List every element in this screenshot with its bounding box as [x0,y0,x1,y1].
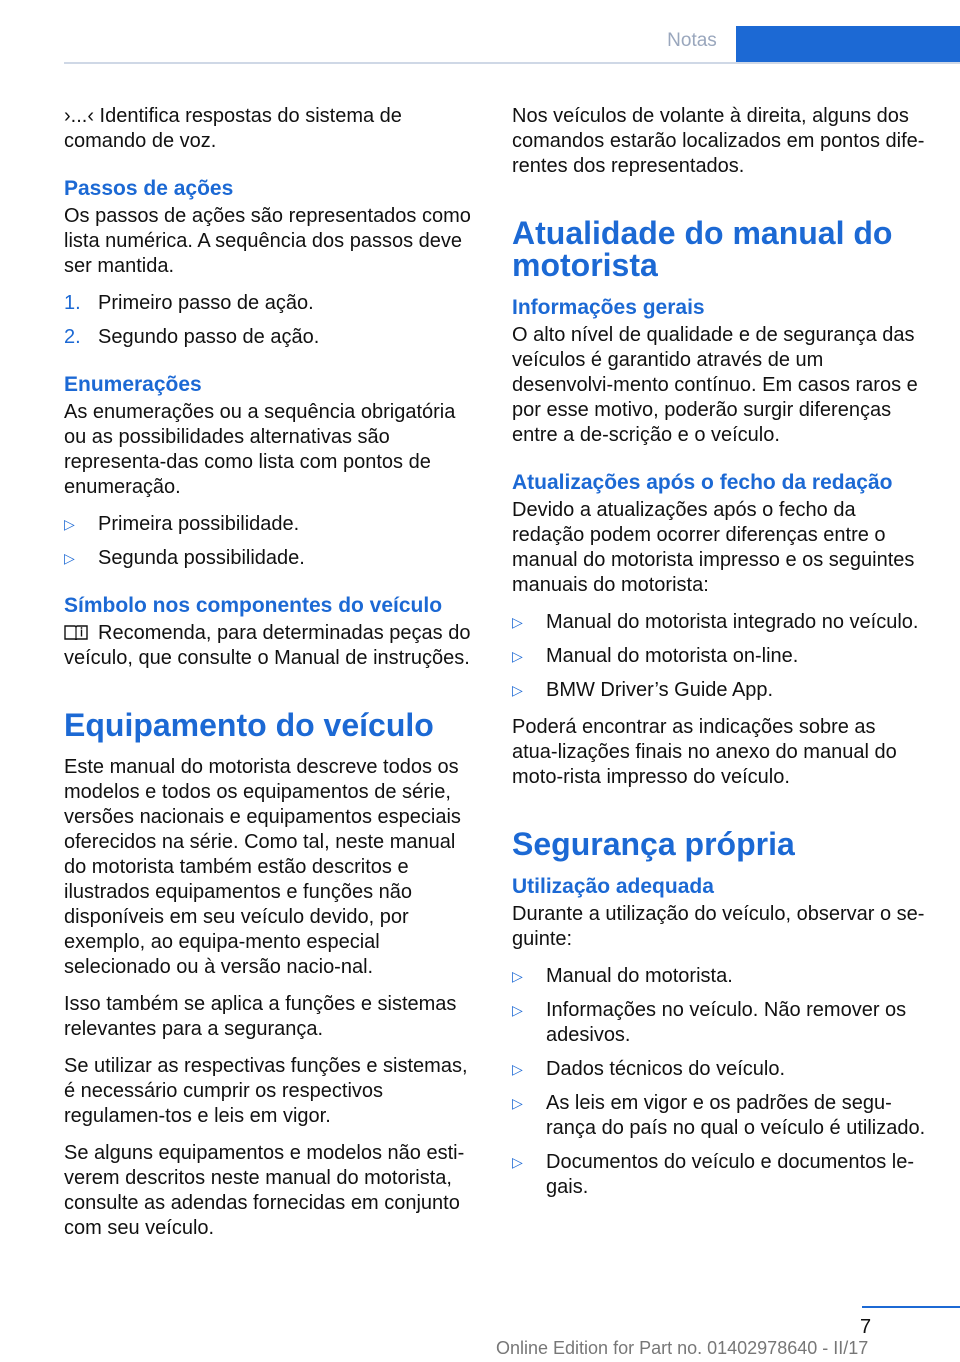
header-rule [64,62,960,64]
list-item [512,644,926,669]
triangle-bullet-icon: ▷ [512,1002,523,1018]
page-number: 7 [860,1316,872,1338]
list-item [64,325,482,350]
list-item [512,678,926,703]
list-item [64,512,482,537]
enumeracoes-list [64,512,482,571]
triangle-bullet-icon: ▷ [512,648,523,664]
list-item [512,1057,926,1082]
triangle-bullet-icon: ▷ [512,1154,523,1170]
header-accent-bar [736,26,960,62]
right-column [512,104,926,1212]
list-item-text: Primeiro passo de ação. [98,292,314,314]
list-item-text: Segundo passo de ação. [98,326,320,348]
list-item-text: Dados técnicos do veículo. [546,1058,786,1080]
simbolo-text [64,621,482,671]
list-number: 2. [64,326,81,348]
list-item-text: Informações no veículo. Não remover os adesivos. [546,999,907,1046]
triangle-bullet-icon: ▷ [512,968,523,984]
right-hand-drive-note: Nos veículos de volante à direita, alguns dos comandos estarão localizados em pontos dife‐rentes dos representados. [512,105,925,177]
triangle-bullet-icon: ▷ [64,516,75,532]
utilizacao-text: Durante a utilização do veículo, observar o se‐guinte: [512,903,925,950]
equipamento-paragraph: Isso também se aplica a funções e sistemas relevantes para a segurança. [64,993,457,1040]
list-item-text: Primeira possibilidade. [98,513,300,535]
list-item-text: Manual do motorista integrado no veículo. [546,611,919,633]
equipamento-paragraph: Se utilizar as respectivas funções e sistemas, é necessário cumprir os respectivos regulamen‐tos e leis em vigor. [64,1055,468,1127]
list-item [512,1150,926,1200]
edition-watermark: Online Edition for Part no. 01402978640 - II/17 [496,1338,869,1358]
seguranca-list [512,964,926,1200]
passos-list [64,291,482,350]
list-item-text: As leis em vigor e os padrões de segu‐rança do país no qual o veículo é utilizado. [546,1092,926,1139]
chapter-title-equipamento: Equipamento do veículo [64,707,434,743]
list-item-text: Manual do motorista on-line. [546,645,799,667]
section-title-simbolo: Símbolo nos componentes do veículo [64,594,443,617]
section-title-utilizacao: Utilização adequada [512,875,714,898]
simbolo-text-body: Recomenda, para determinadas peças do veículo, que consulte o Manual de instruções. [64,622,471,669]
triangle-bullet-icon: ▷ [512,1095,523,1111]
equipamento-paragraph: Este manual do motorista descreve todos os modelos e todos os equipamentos de série, versões nacionais e equipamentos especiais oferecidos na série. Como tal, neste manual do motorista também estão descritos e ilustrados equipamentos e funções não disponíveis em seu veículo devido, por exemplo, ao equipa‐mento especial selecionado ou à versão nacio‐nal. [64,756,461,978]
section-title-informacoes: Informações gerais [512,296,705,319]
chapter-title-atualidade: Atualidade do manual do motorista [512,215,893,283]
manual-book-icon [64,624,88,640]
triangle-bullet-icon: ▷ [512,682,523,698]
passos-text: Os passos de ações são representados como lista numérica. A sequência dos passos deve ser mantida. [64,205,471,277]
footer-rule [862,1306,960,1308]
section-title-atualizacoes: Atualizações após o fecho da redação [512,471,893,494]
atualizacoes-list [512,610,926,703]
enumeracoes-text: As enumerações ou a sequência obrigatória ou as possibilidades alternativas são representa‐das como lista com pontos de enumeração. [64,401,456,498]
list-item [64,291,482,316]
list-item [512,610,926,635]
list-item-text: Documentos do veículo e documentos le‐gais. [546,1151,914,1198]
list-item [512,964,926,989]
section-title-passos: Passos de ações [64,177,234,200]
list-number: 1. [64,292,81,314]
triangle-bullet-icon: ▷ [64,550,75,566]
triangle-bullet-icon: ▷ [512,1061,523,1077]
atualizacoes-after-text: Poderá encontrar as indicações sobre as atua‐lizações finais no anexo do manual do moto‐rista impresso do veículo. [512,716,897,788]
list-item-text: Segunda possibilidade. [98,547,305,569]
list-item [512,998,926,1048]
list-item-text: Manual do motorista. [546,965,733,987]
left-column [64,104,482,1253]
list-item [64,546,482,571]
list-item [512,1091,926,1141]
header-section-label: Notas [667,30,717,51]
voice-response-note: ›...‹ Identifica respostas do sistema de comando de voz. [64,105,402,152]
triangle-bullet-icon: ▷ [512,614,523,630]
chapter-title-seguranca: Segurança própria [512,826,795,862]
atualizacoes-text: Devido a atualizações após o fecho da redação podem ocorrer diferenças entre o manual do motorista impresso e os seguintes manuais do motorista: [512,499,915,596]
equipamento-paragraph: Se alguns equipamentos e modelos não esti‐verem descritos neste manual do motorista, consulte as adendas fornecidas em conjunto com seu veículo. [64,1142,465,1239]
list-item-text: BMW Driver’s Guide App. [546,679,774,701]
section-title-enumeracoes: Enumerações [64,373,202,396]
informacoes-text: O alto nível de qualidade e de segurança das veículos é garantido através de um desenvolvi‐mento contínuo. Em casos raros e por esse motivo, poderão surgir diferenças entre a de‐scrição e o veículo. [512,324,918,446]
